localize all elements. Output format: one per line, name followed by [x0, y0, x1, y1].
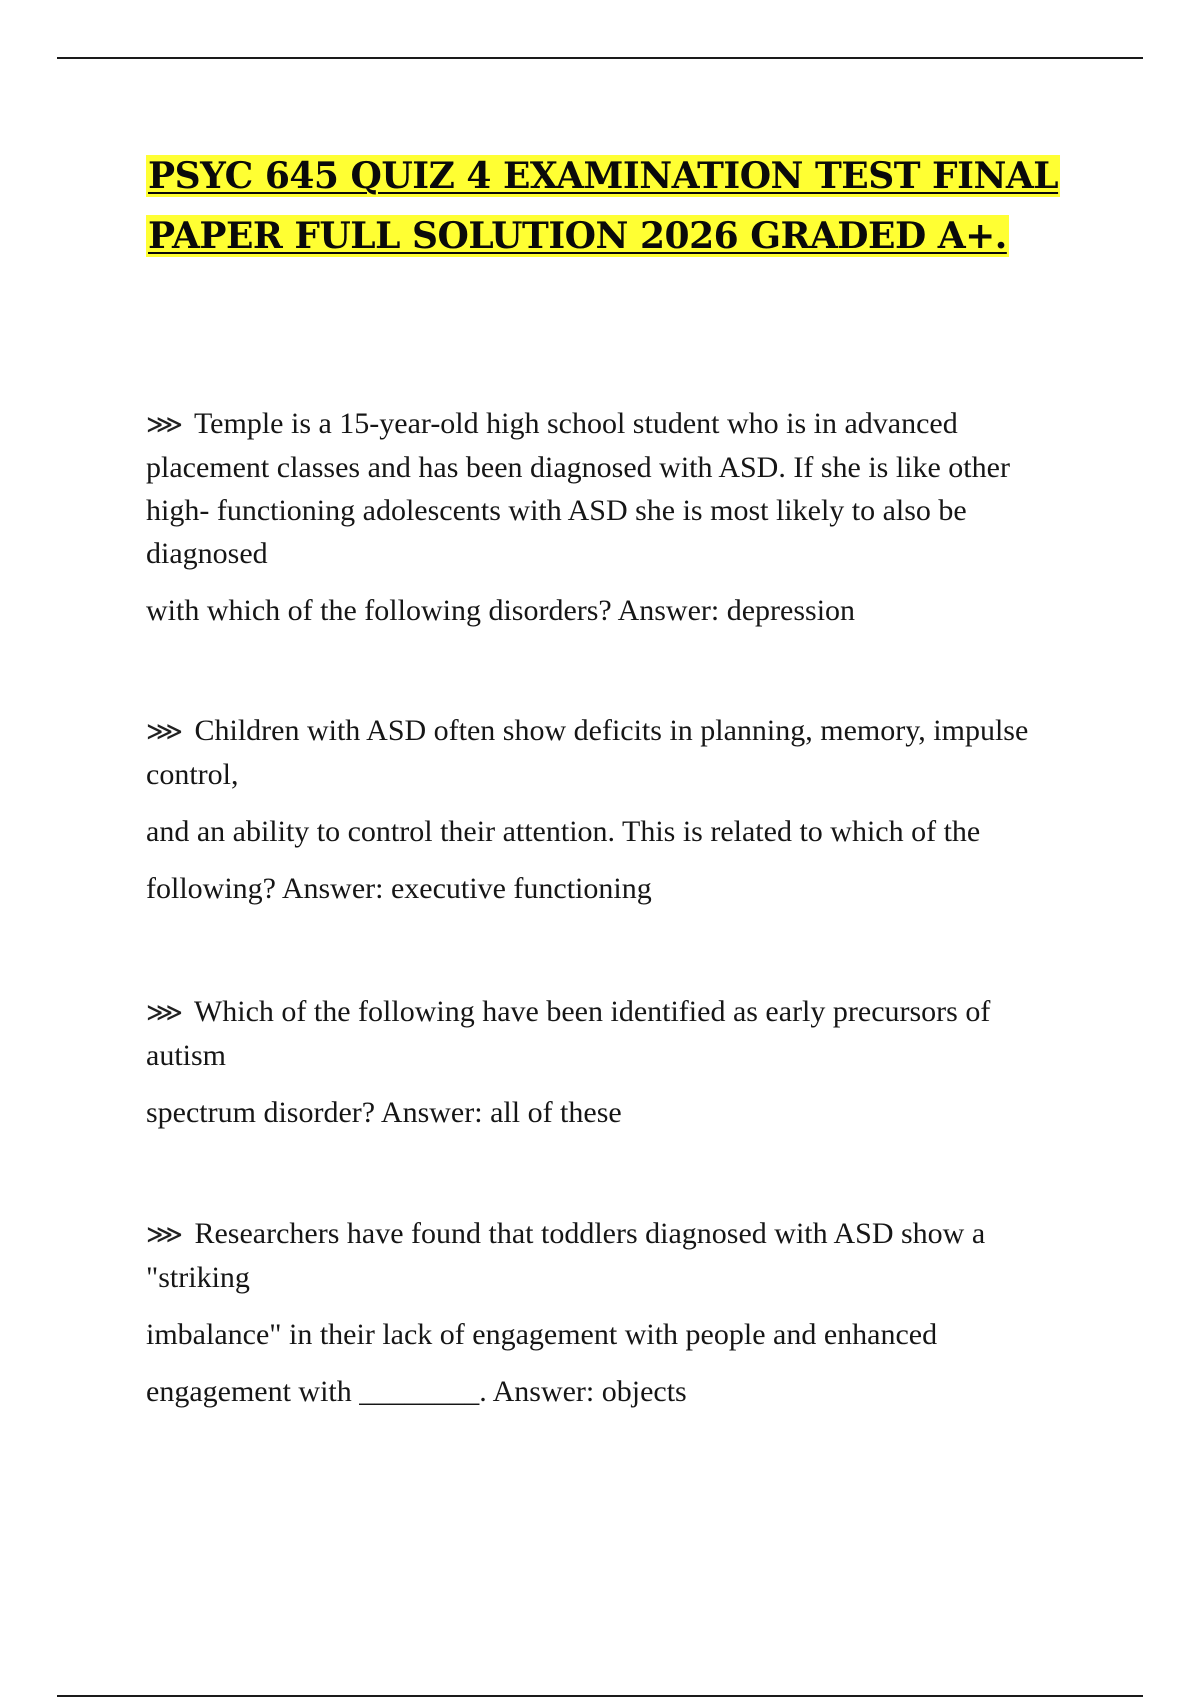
- question-text: ⋙ Temple is a 15-year-old high school student who is in advanced placement classes and has been diagnosed with ASD. If she is like other high- functioning adolescents with ASD she is most likely to also be diagnosed: [146, 402, 1066, 575]
- arrow-bullet-icon: ⋙: [146, 998, 183, 1027]
- question-item: [146, 990, 1066, 1134]
- question-answer: following? Answer: executive functioning: [146, 872, 652, 905]
- question-answer: with which of the following disorders? Answer: depression: [146, 594, 856, 627]
- question-text: ⋙ Which of the following have been identified as early precursors of autism: [146, 990, 1066, 1077]
- question-item: [146, 402, 1066, 632]
- question-continuation: imbalance" in their lack of engagement with people and enhanced: [146, 1318, 938, 1351]
- document-title: PSYC 645 QUIZ 4 EXAMINATION TEST FINAL PAPER FULL SOLUTION 2026 GRADED A+.: [148, 155, 1059, 257]
- bottom-rule: [57, 1695, 1143, 1697]
- arrow-bullet-icon: ⋙: [146, 717, 183, 746]
- top-rule: [57, 57, 1143, 59]
- question-item: [146, 1212, 1066, 1413]
- question-continuation: and an ability to control their attention. This is related to which of the: [146, 815, 981, 848]
- question-answer: engagement with ________. Answer: objects: [146, 1375, 687, 1408]
- question-item: [146, 709, 1066, 910]
- question-text: ⋙ Children with ASD often show deficits in planning, memory, impulse control,: [146, 709, 1066, 796]
- arrow-bullet-icon: ⋙: [146, 1220, 183, 1249]
- question-text: ⋙ Researchers have found that toddlers diagnosed with ASD show a "striking: [146, 1212, 1066, 1299]
- question-answer: spectrum disorder? Answer: all of these: [146, 1096, 622, 1129]
- arrow-bullet-icon: ⋙: [146, 410, 183, 439]
